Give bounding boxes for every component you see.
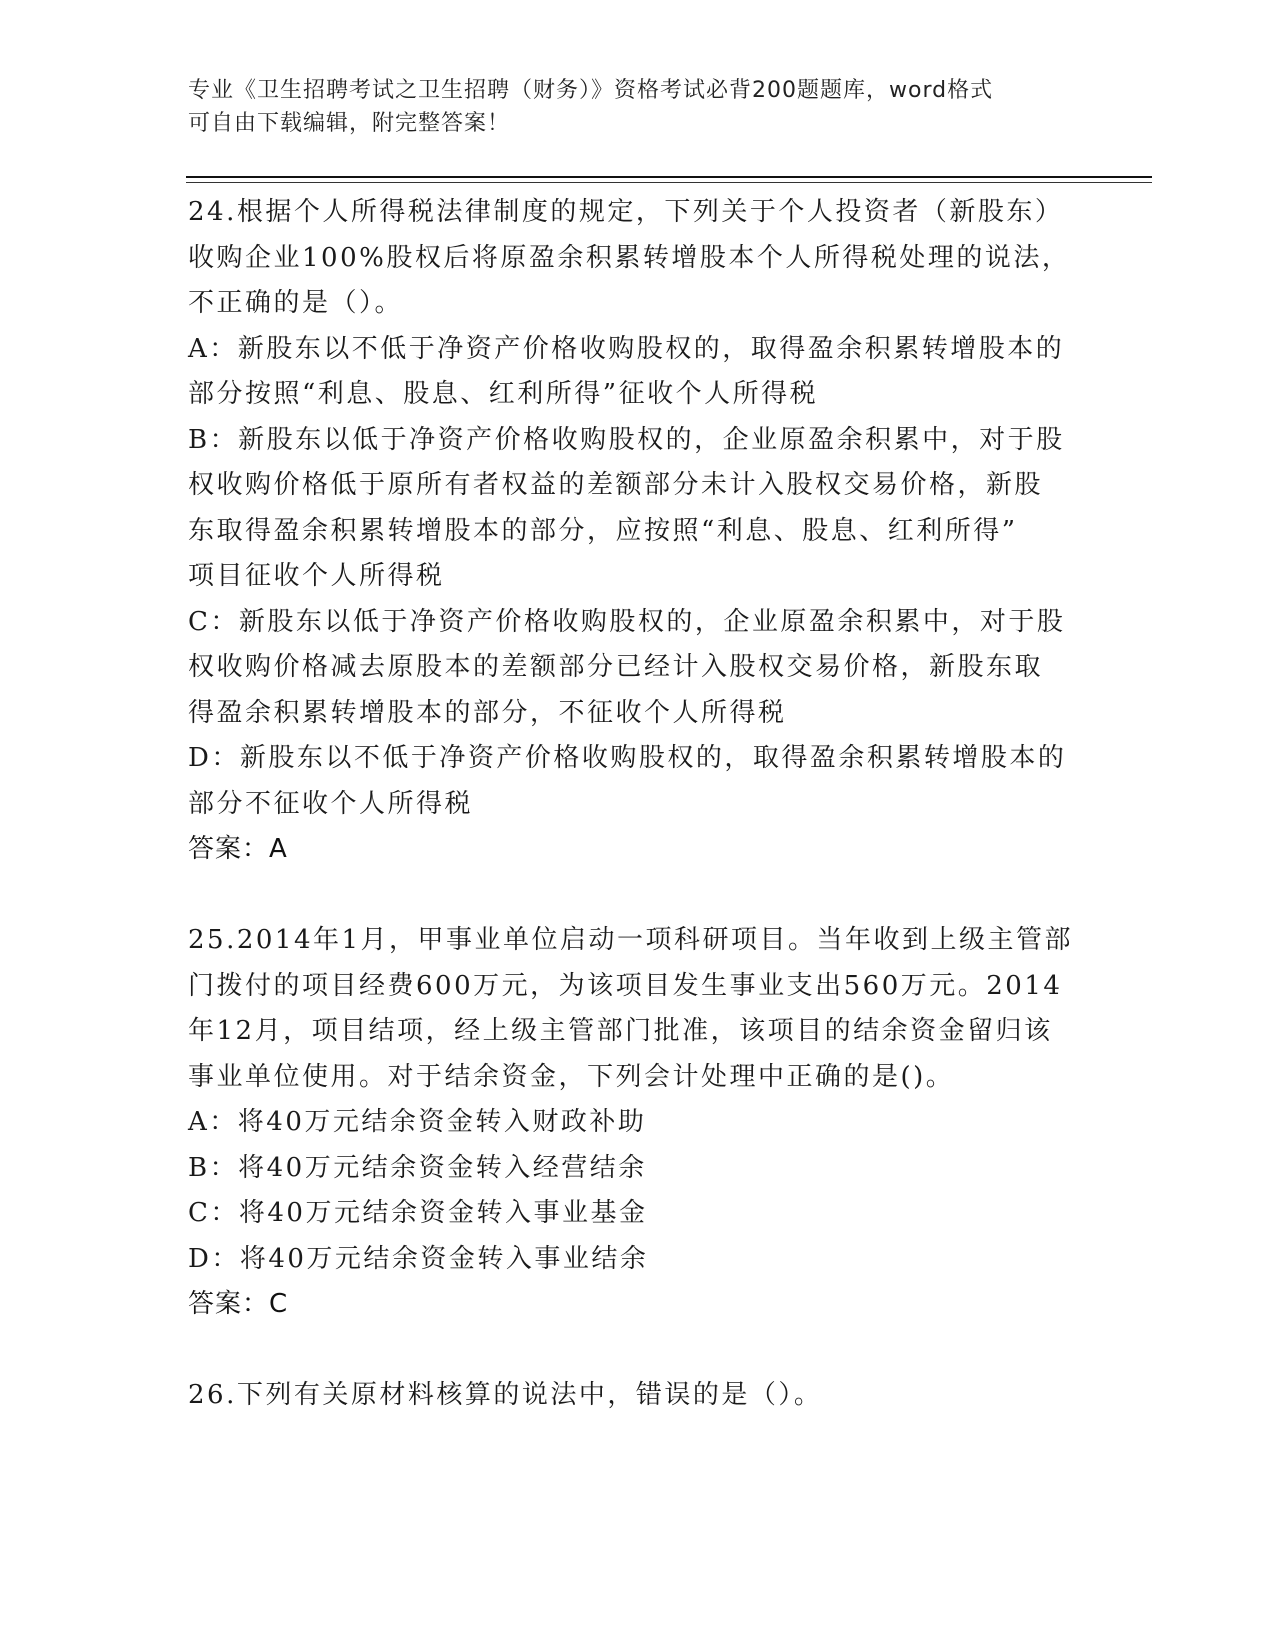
question-stem-line: 24.根据个人所得税法律制度的规定，下列关于个人投资者（新股东） — [188, 197, 1064, 227]
option-line: 东取得盈余积累转增股本的部分，应按照“利息、股息、红利所得” — [188, 515, 1018, 546]
header-divider-thick — [186, 176, 1152, 178]
question-spacer — [188, 872, 1088, 918]
header-line-1: 专业《卫生招聘考试之卫生招聘（财务）》资格考试必背200题题库，word格式 — [188, 78, 994, 103]
question-26 — [188, 1373, 1088, 1419]
option-b — [188, 418, 1088, 600]
question-stem-line: 不正确的是（）。 — [188, 288, 404, 318]
option-line: 部分按照“利息、股息、红利所得”征收个人所得税 — [188, 379, 819, 409]
question-24 — [188, 190, 1088, 872]
option-line: D：新股东以不低于净资产价格收购股权的，取得盈余积累转增股本的 — [188, 743, 1067, 773]
question-stem-line: 26.下列有关原材料核算的说法中，错误的是（）。 — [188, 1380, 823, 1410]
question-spacer — [188, 1327, 1088, 1373]
document-header — [188, 74, 1068, 140]
answer-label: 答案：C — [188, 1289, 289, 1319]
option-c — [188, 600, 1088, 737]
answer-label: 答案：A — [188, 834, 288, 864]
question-stem-line: 门拨付的项目经费600万元，为该项目发生事业支出560万元。2014 — [188, 970, 1063, 1001]
question-stem-line: 年12月，项目结项，经上级主管部门批准，该项目的结余资金留归该 — [188, 1016, 1053, 1046]
option-c: C：将40万元结余资金转入事业基金 — [188, 1198, 648, 1228]
option-d — [188, 736, 1088, 827]
option-d: D：将40万元结余资金转入事业结余 — [188, 1243, 649, 1274]
option-line: 项目征收个人所得税 — [188, 561, 445, 591]
option-a — [188, 327, 1088, 418]
question-stem-line: 事业单位使用。对于结余资金，下列会计处理中正确的是()。 — [188, 1061, 955, 1092]
header-line-2: 可自由下载编辑，附完整答案！ — [188, 111, 511, 136]
option-line: B：新股东以低于净资产价格收购股权的，企业原盈余积累中，对于股 — [188, 424, 1065, 455]
option-line: 部分不征收个人所得税 — [188, 788, 474, 819]
option-line: 权收购价格减去原股本的差额部分已经计入股权交易价格，新股东取 — [188, 652, 1044, 682]
question-25 — [188, 918, 1088, 1327]
option-line: C：新股东以低于净资产价格收购股权的，企业原盈余积累中，对于股 — [188, 606, 1066, 637]
option-a: A：将40万元结余资金转入财政补助 — [188, 1107, 647, 1137]
option-line: 权收购价格低于原所有者权益的差额部分未计入股权交易价格，新股 — [188, 470, 1044, 500]
question-list — [188, 190, 1088, 1419]
header-divider-thin — [186, 182, 1152, 183]
option-line: A：新股东以不低于净资产价格收购股权的，取得盈余积累转增股本的 — [188, 333, 1065, 364]
question-stem-line: 25.2014年1月，甲事业单位启动一项科研项目。当年收到上级主管部 — [188, 925, 1074, 955]
question-stem-line: 收购企业100%股权后将原盈余积累转增股本个人所得税处理的说法， — [188, 242, 1071, 273]
option-line: 得盈余积累转增股本的部分，不征收个人所得税 — [188, 697, 787, 728]
option-b: B：将40万元结余资金转入经营结余 — [188, 1152, 647, 1183]
